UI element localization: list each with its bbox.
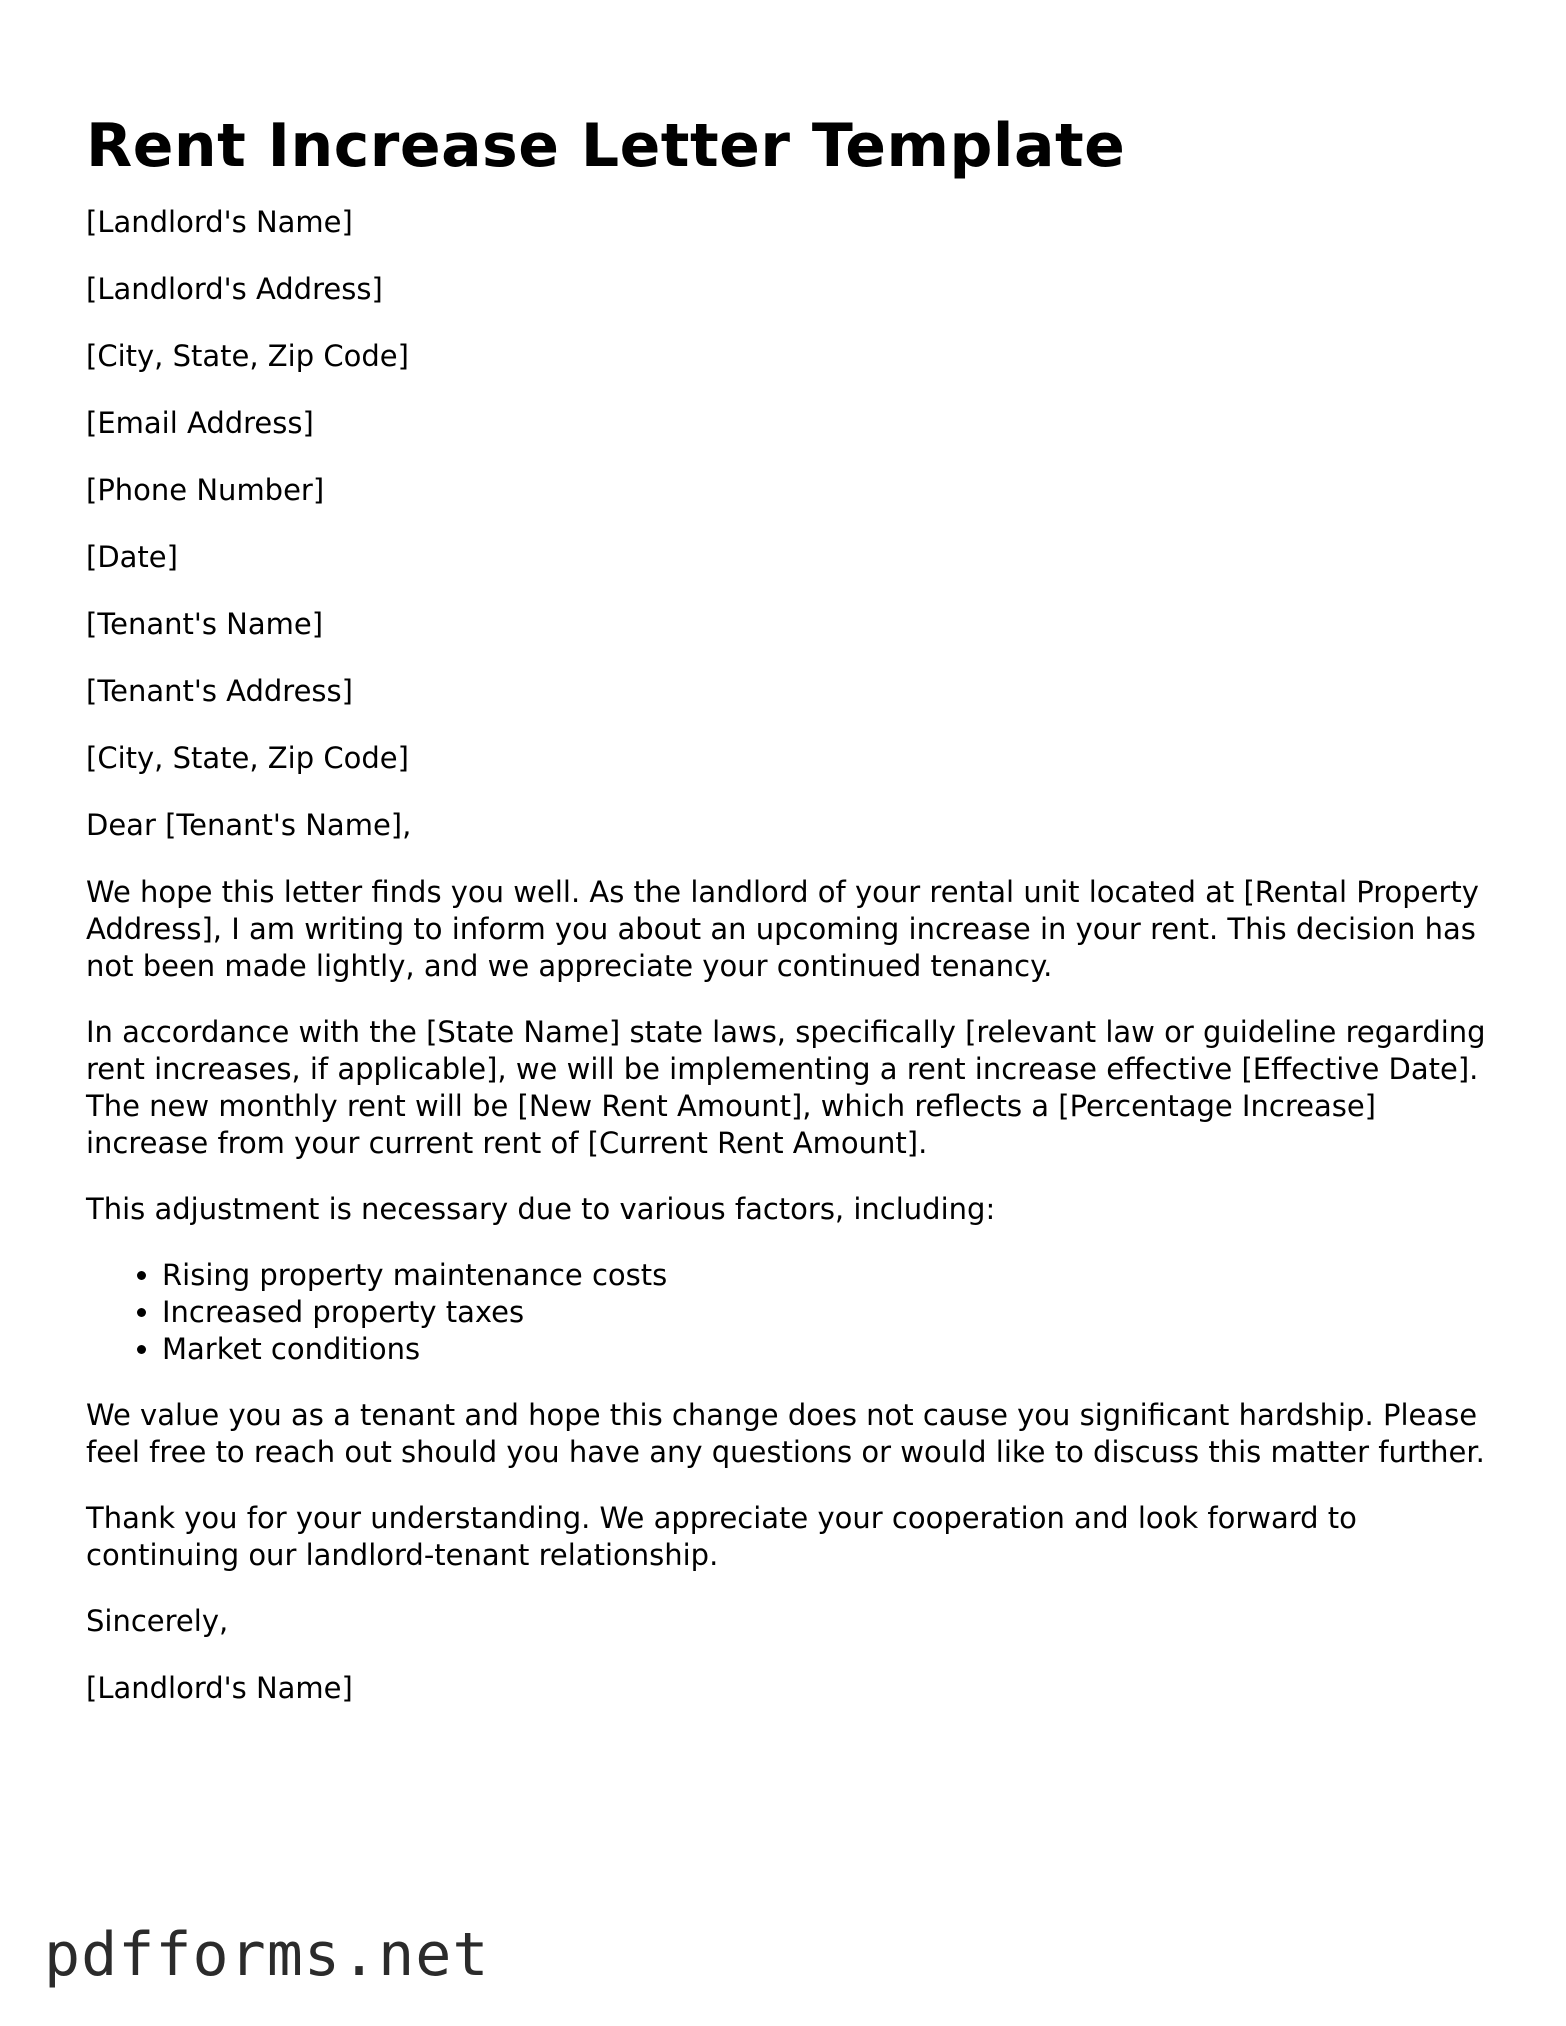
- letter-page: [86, 108, 1486, 1737]
- sender-city-state-zip: [City, State, Zip Code]: [86, 339, 409, 373]
- sender-address: [Landlord's Address]: [86, 272, 383, 306]
- letter-date: [Date]: [86, 540, 178, 574]
- recipient-city-state-zip: [City, State, Zip Code]: [86, 741, 409, 775]
- closing-paragraph: Thank you for your understanding. We appreciate your cooperation and look forward to continuing our landlord-tenant relationship.: [86, 1501, 1357, 1572]
- factors-list: [86, 1257, 1486, 1368]
- list-item: • Rising property maintenance costs: [162, 1257, 1486, 1294]
- sender-name: [Landlord's Name]: [86, 205, 353, 239]
- list-item: • Increased property taxes: [162, 1294, 1486, 1331]
- sender-phone: [Phone Number]: [86, 473, 325, 507]
- signature-name: [Landlord's Name]: [86, 1671, 353, 1705]
- list-item: • Market conditions: [162, 1331, 1486, 1368]
- site-watermark: pdfforms.net: [44, 1920, 490, 1990]
- closing-paragraph: We value you as a tenant and hope this change does not cause you significant hardship. Please feel free to reach out should you have any questions or would like to discuss this matter further.: [86, 1398, 1485, 1469]
- body-paragraph: This adjustment is necessary due to various factors, including:: [86, 1192, 996, 1226]
- body-paragraph: In accordance with the [State Name] state laws, specifically [relevant law or guideline regarding rent increases, if applicable], we will be implementing a rent increase effective [Effective Date]. The new monthly rent will be [New Rent Amount], which reflects a [Percentage Increase] increase from your current rent of [Current Rent Amount].: [86, 1015, 1486, 1160]
- sign-off: Sincerely,: [86, 1604, 229, 1638]
- document-title: Rent Increase Letter Template: [86, 111, 1126, 181]
- body-paragraph: We hope this letter finds you well. As the landlord of your rental unit located at [Rental Property Address], I am writing to inform you about an upcoming increase in your rent. This decision has not been made lightly, and we appreciate your continued tenancy.: [86, 875, 1479, 983]
- salutation: Dear [Tenant's Name],: [86, 808, 412, 842]
- recipient-address: [Tenant's Address]: [86, 674, 353, 708]
- recipient-name: [Tenant's Name]: [86, 607, 324, 641]
- sender-email: [Email Address]: [86, 406, 314, 440]
